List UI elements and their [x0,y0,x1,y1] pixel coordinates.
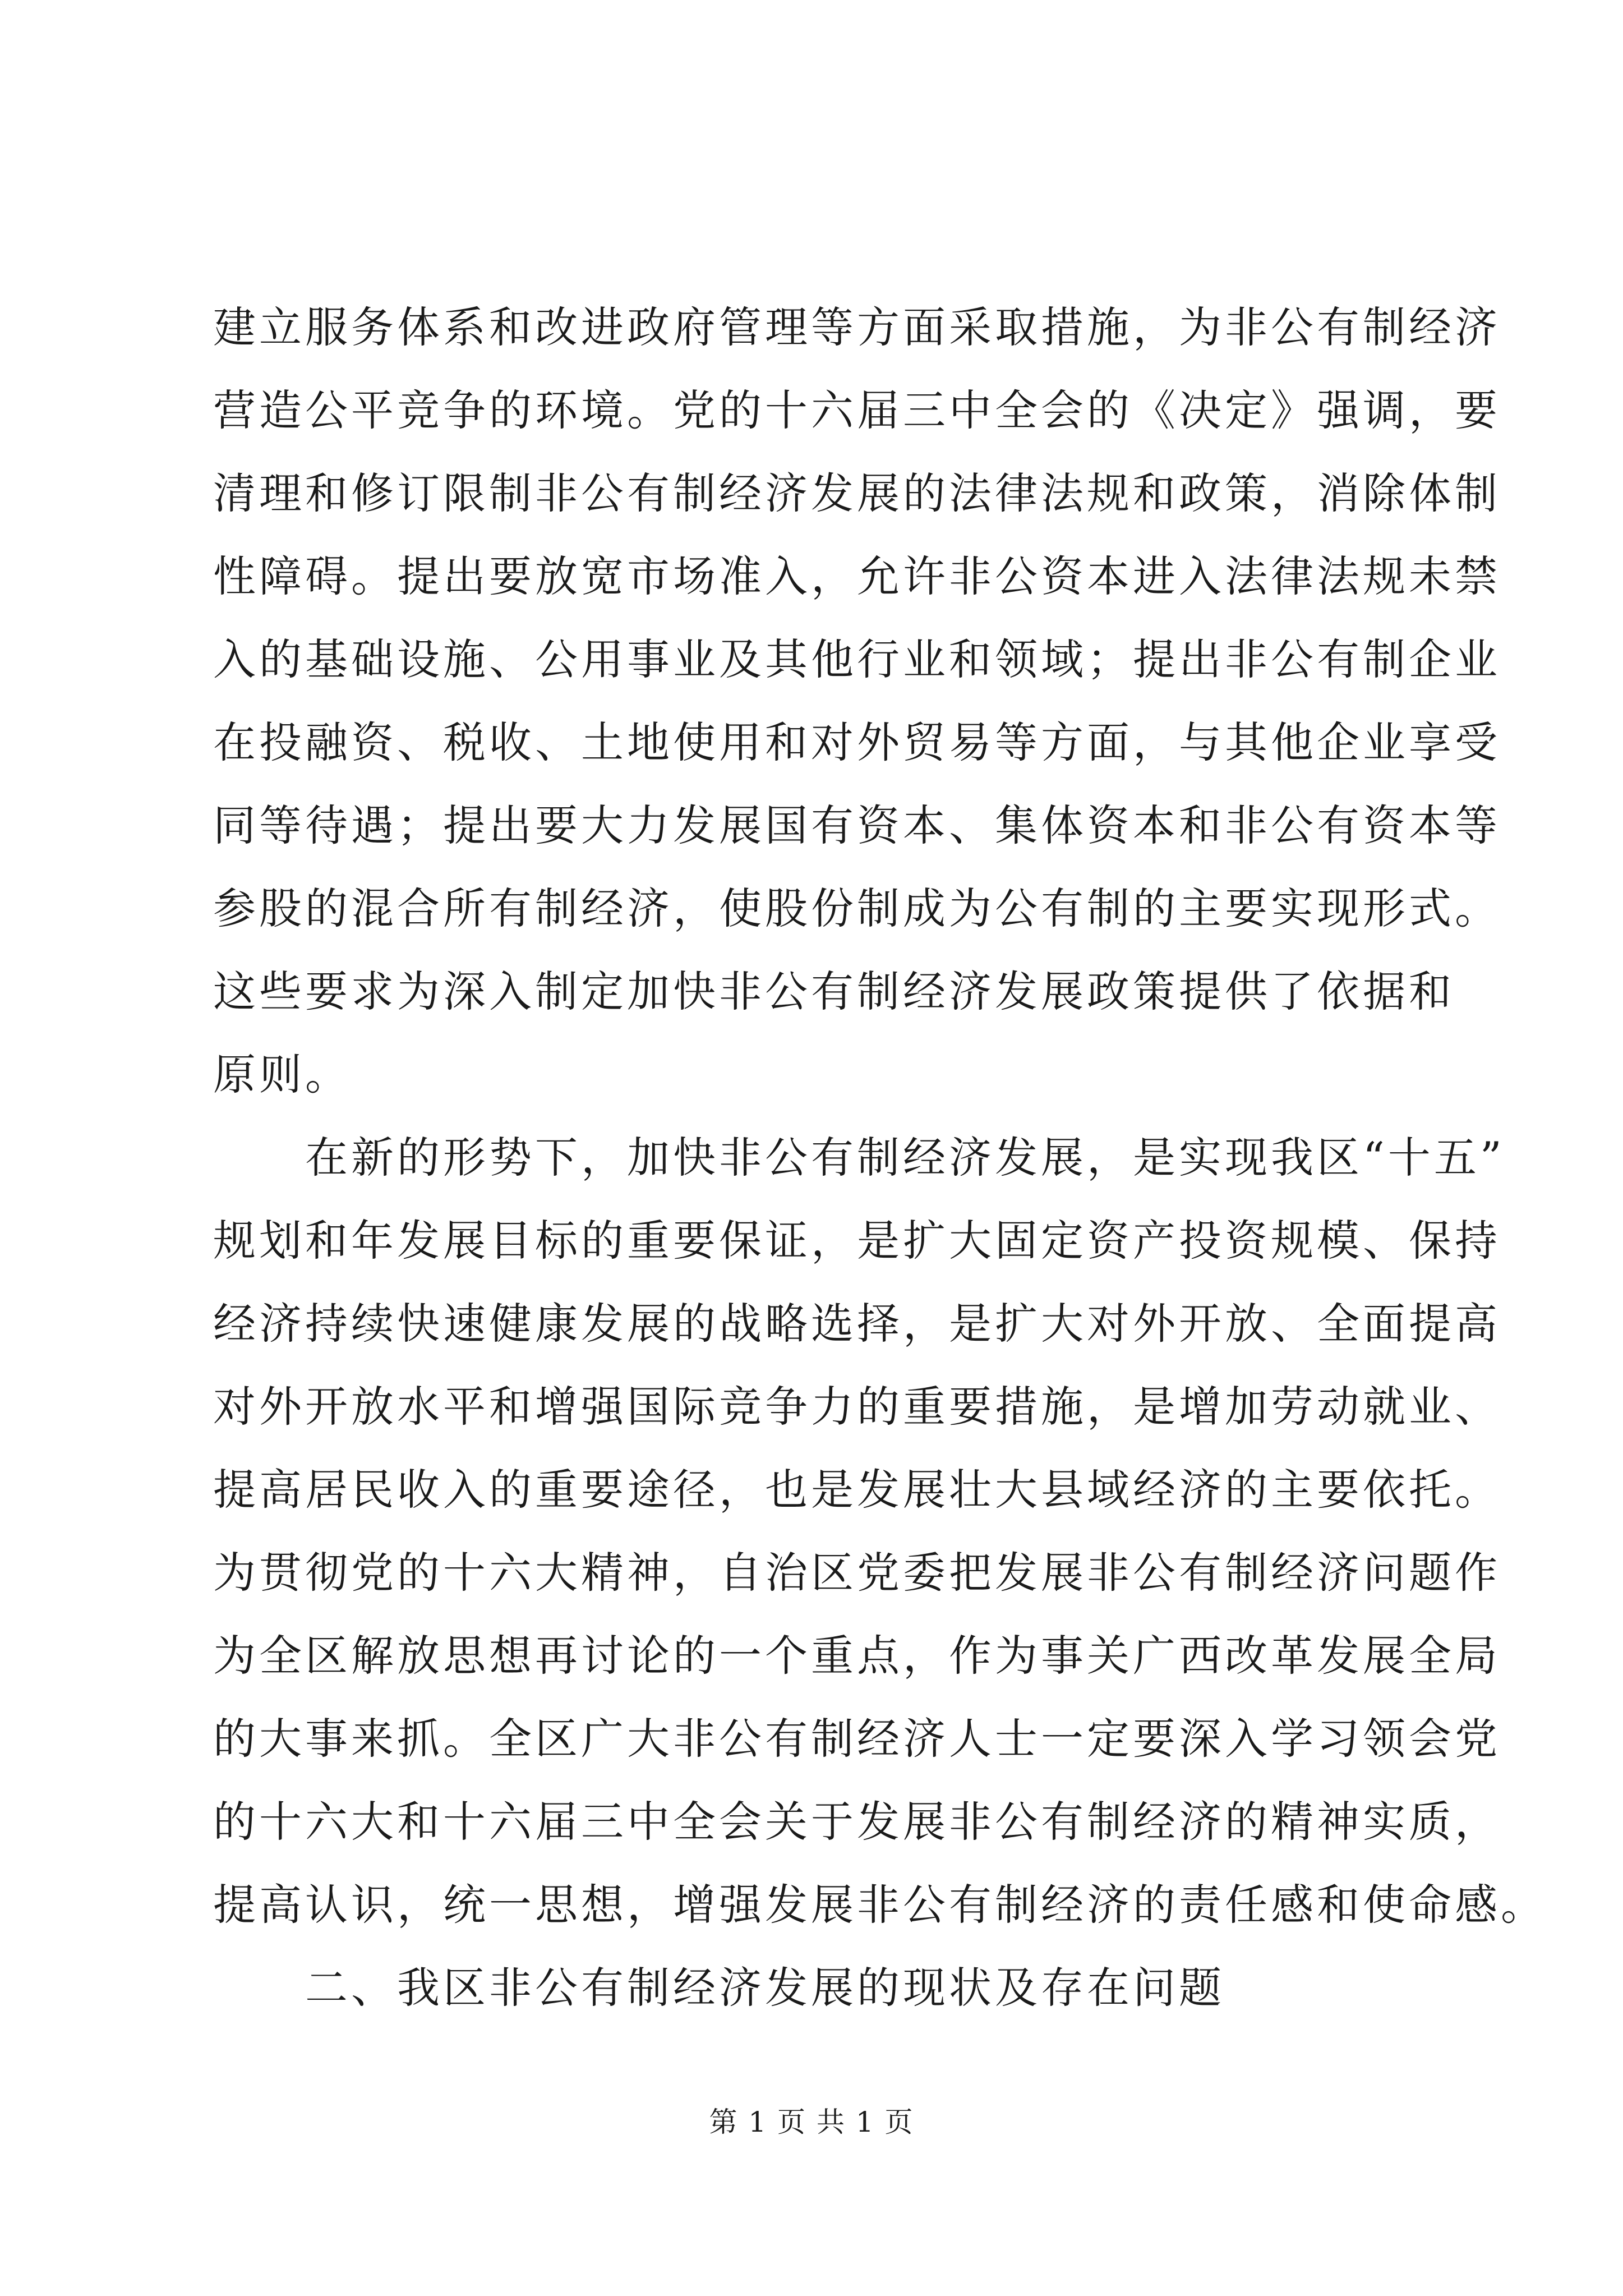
text-line: 同等待遇；提出要大力发展国有资本、集体资本和非公有资本等 [213,800,1501,850]
text-line: 在新的形势下，加快非公有制经济发展，是实现我区“十五” [213,1133,1505,1182]
text-line: 清理和修订限制非公有制经济发展的法律法规和政策，消除体制 [213,468,1501,518]
text-line: 规划和年发展目标的重要保证，是扩大固定资产投资规模、保持 [213,1216,1501,1266]
text-line: 建立服务体系和改进政府管理等方面采取措施，为非公有制经济 [213,302,1501,352]
text-line: 为全区解放思想再讨论的一个重点，作为事关广西改革发展全局 [213,1631,1501,1681]
text-line: 的大事来抓。全区广大非公有制经济人士一定要深入学习领会党 [213,1714,1501,1764]
text-line: 在投融资、税收、土地使用和对外贸易等方面，与其他企业享受 [213,717,1501,767]
text-line: 原则。 [213,1050,351,1099]
text-line: 这些要求为深入制定加快非公有制经济发展政策提供了依据和 [213,967,1455,1016]
text-line: 提高居民收入的重要途径，也是发展壮大县域经济的主要依托。 [213,1465,1501,1515]
text-line: 提高认识，统一思想，增强发展非公有制经济的责任感和使命感。 [213,1880,1547,1930]
text-line: 经济持续快速健康发展的战略选择，是扩大对外开放、全面提高 [213,1299,1501,1349]
text-line: 对外开放水平和增强国际竞争力的重要措施，是增加劳动就业、 [213,1382,1501,1432]
text-line: 营造公平竞争的环境。党的十六届三中全会的《决定》强调，要 [213,385,1501,435]
text-line: 的十六大和十六届三中全会关于发展非公有制经济的精神实质， [213,1797,1501,1847]
text-line: 性障碍。提出要放宽市场准入，允许非公资本进入法律法规未禁 [213,551,1501,601]
text-line: 参股的混合所有制经济，使股份制成为公有制的主要实现形式。 [213,884,1501,933]
section-heading: 二、我区非公有制经济发展的现状及存在问题 [213,1963,1225,2013]
document-body [213,286,1547,2030]
page-number-footer: 第 1 页 共 1 页 [709,2106,914,2138]
text-line: 入的基础设施、公用事业及其他行业和领域；提出非公有制企业 [213,634,1501,684]
text-line: 为贯彻党的十六大精神，自治区党委把发展非公有制经济问题作 [213,1548,1501,1598]
